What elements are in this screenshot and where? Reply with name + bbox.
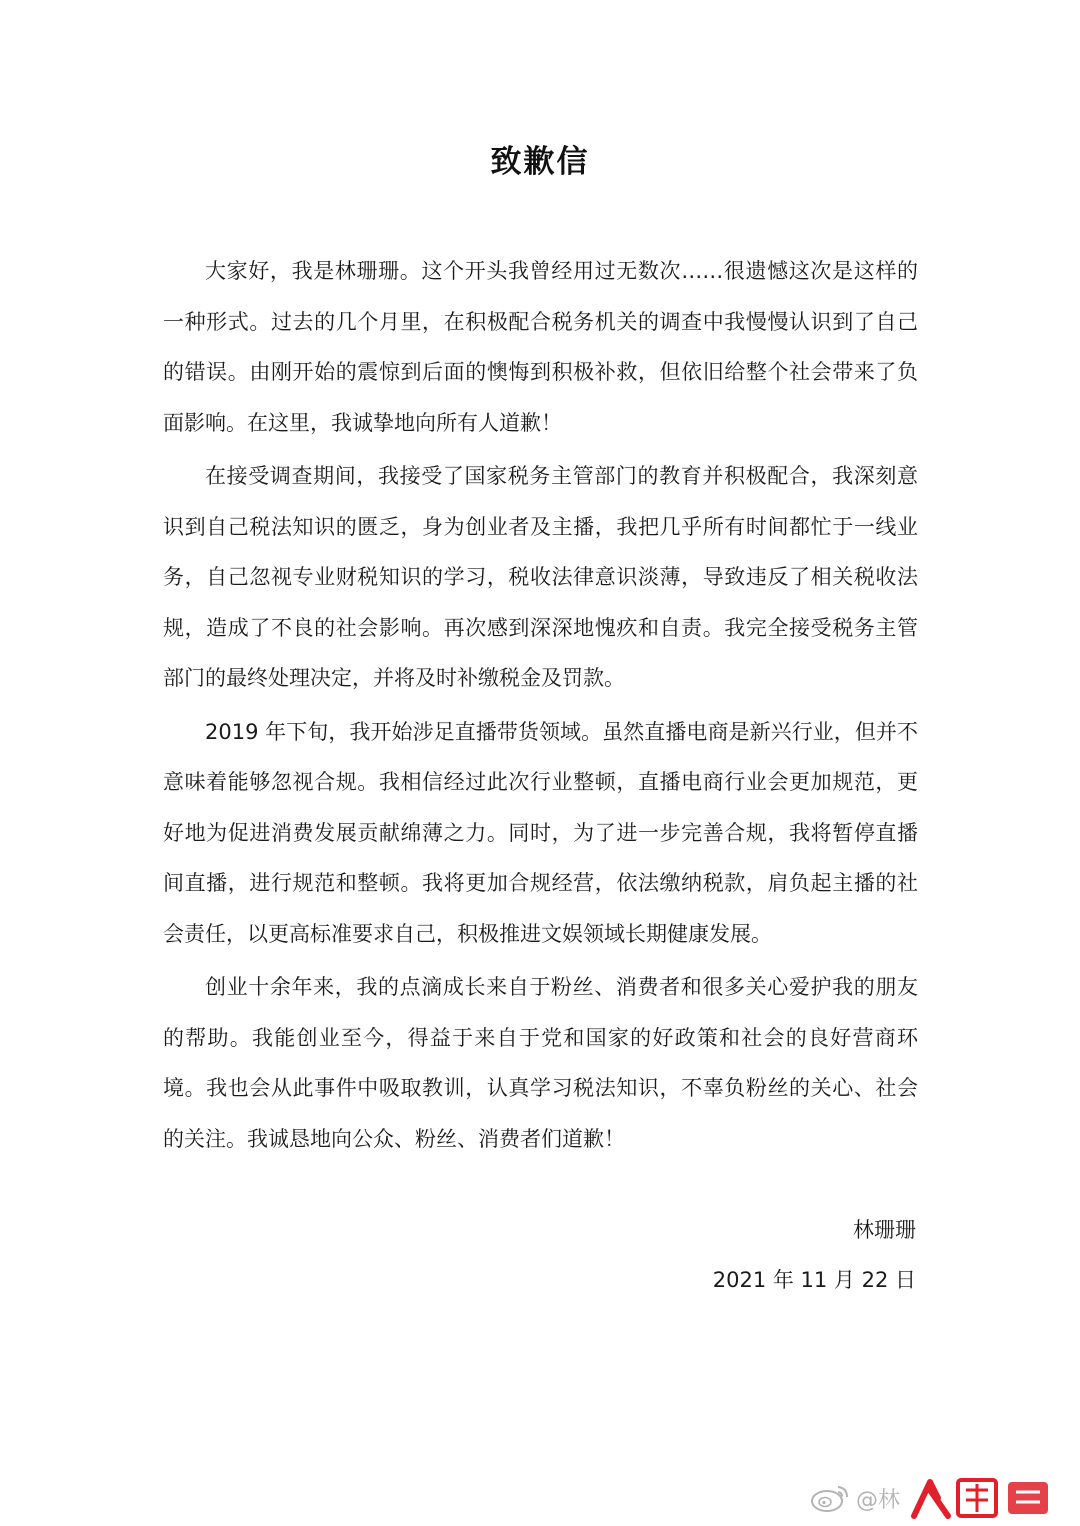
paragraph-1: 大家好，我是林珊珊。这个开头我曾经用过无数次……很遗憾这次是这样的一种形式。过去的几个月里，在积极配合税务机关的调查中我慢慢认识到了自己的错误。由刚开始的震惊到后面的懊悔到积极补救，但依旧给整个社会带来了负面影响。在这里，我诚挚地向所有人道歉！ <box>163 259 918 435</box>
signature-date: 2021 年 11 月 22 日 <box>712 1268 916 1292</box>
letter-title: 致歉信 <box>490 144 590 180</box>
site-logo <box>908 1472 1058 1522</box>
letter-body <box>163 246 918 1167</box>
weibo-icon <box>810 1483 850 1513</box>
signature-name: 林珊珊 <box>853 1218 916 1242</box>
paragraph-3: 2019 年下旬，我开始涉足直播带货领域。虽然直播电商是新兴行业，但并不意味着能够忽视合规。我相信经过此次行业整顿，直播电商行业会更加规范，更好地为促进消费发展贡献绵薄之力。同时，为了进一步完善合规，我将暂停直播间直播，进行规范和整顿。我将更加合规经营，依法缴纳税款，肩负起主播的社会责任，以更高标准要求自己，积极推进文娱领域长期健康发展。 <box>163 719 918 946</box>
paragraph-2: 在接受调查期间，我接受了国家税务主管部门的教育并积极配合，我深刻意识到自己税法知识的匮乏，身为创业者及主播，我把几乎所有时间都忙于一线业务，自己忽视专业财税知识的学习，税收法律意识淡薄，导致违反了相关税收法规，造成了不良的社会影响。再次感到深深地愧疚和自责。我完全接受税务主管部门的最终处理决定，并将及时补缴税金及罚款。 <box>163 464 918 690</box>
paragraph-4: 创业十余年来，我的点滴成长来自于粉丝、消费者和很多关心爱护我的朋友的帮助。我能创业至今，得益于来自于党和国家的好政策和社会的良好营商环境。我也会从此事件中吸取教训，认真学习税法知识，不辜负粉丝的关心、社会的关注。我诚恳地向公众、粉丝、消费者们道歉！ <box>163 975 918 1151</box>
weibo-watermark <box>810 1478 900 1518</box>
weibo-handle: @林 <box>855 1487 900 1513</box>
